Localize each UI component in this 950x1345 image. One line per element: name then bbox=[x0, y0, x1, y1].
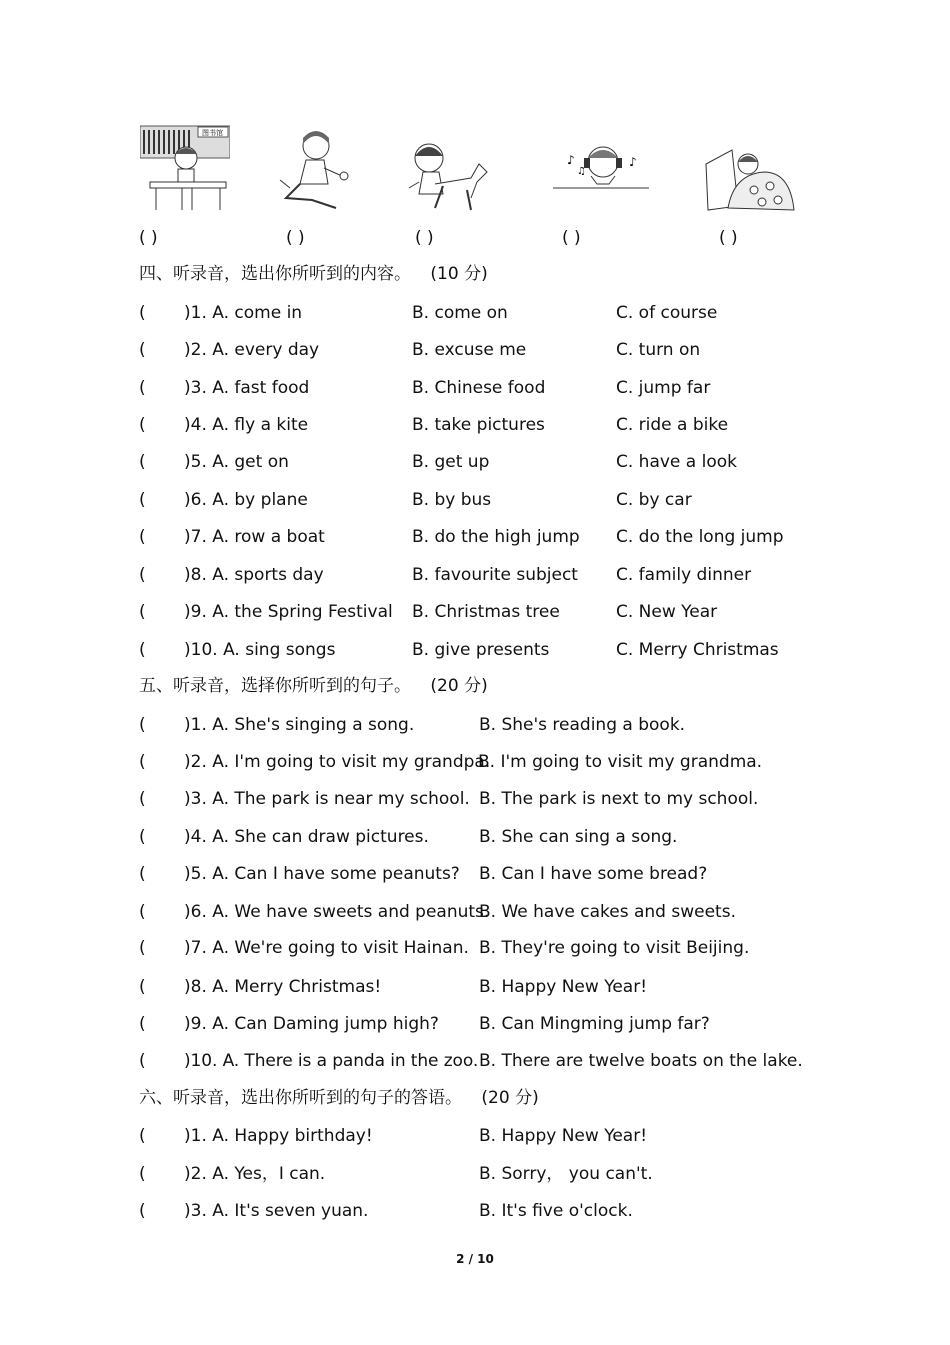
option-b: B. Sorry， you can't. bbox=[479, 1164, 653, 1184]
boy-on-toy-horse-picture bbox=[405, 138, 491, 214]
library-sign-text: 图书馆 bbox=[202, 129, 223, 137]
option-b: B. get up bbox=[412, 452, 490, 472]
option-b: B. give presents bbox=[412, 640, 550, 660]
section-heading-text: 四、听录音，选出你所听到的内容。 bbox=[139, 264, 411, 284]
option-c: C. have a look bbox=[616, 452, 737, 472]
answer-paren[interactable]: ( bbox=[139, 789, 146, 809]
answer-blank[interactable]: ( ) bbox=[415, 228, 434, 248]
option-b: B. do the high jump bbox=[412, 527, 580, 547]
answer-paren[interactable]: ( bbox=[139, 938, 146, 958]
option-c: C. family dinner bbox=[616, 565, 752, 585]
answer-paren[interactable]: ( bbox=[139, 490, 146, 510]
girl-sitting-picture bbox=[276, 128, 352, 214]
answer-paren[interactable]: ( bbox=[139, 752, 146, 772]
answer-paren[interactable]: ( bbox=[139, 378, 146, 398]
option-a: )1. A. come in bbox=[184, 303, 303, 323]
section-heading-text: 五、听录音，选择你所听到的句子。 bbox=[139, 676, 411, 696]
option-b: B. We have cakes and sweets. bbox=[479, 902, 736, 922]
option-b: B. Christmas tree bbox=[412, 602, 560, 622]
option-a: )6. A. We have sweets and peanuts. bbox=[184, 902, 490, 922]
option-c: C. by car bbox=[616, 490, 692, 510]
answer-paren[interactable]: ( bbox=[139, 1201, 146, 1221]
answer-blank[interactable]: ( ) bbox=[562, 228, 581, 248]
option-a: )2. A. Yes，I can. bbox=[184, 1164, 326, 1184]
option-a: )1. A. She's singing a song. bbox=[184, 715, 415, 735]
page-number: 2 / 10 bbox=[456, 1252, 494, 1266]
option-a: )7. A. We're going to visit Hainan. bbox=[184, 938, 469, 958]
child-in-bed-picture bbox=[704, 146, 796, 214]
answer-paren[interactable]: ( bbox=[139, 340, 146, 360]
option-c: C. New Year bbox=[616, 602, 718, 622]
option-a: )9. A. the Spring Festival bbox=[184, 602, 393, 622]
option-b: B. I'm going to visit my grandma. bbox=[478, 752, 763, 772]
option-a: )1. A. Happy birthday! bbox=[184, 1126, 373, 1146]
svg-text:♪: ♪ bbox=[567, 153, 575, 167]
option-a: )8. A. sports day bbox=[184, 565, 324, 585]
section-score: (10 分) bbox=[430, 264, 488, 284]
svg-text:♫: ♫ bbox=[577, 166, 586, 177]
option-a: )6. A. by plane bbox=[184, 490, 308, 510]
section-4-heading bbox=[139, 264, 488, 284]
option-a: )3. A. fast food bbox=[184, 378, 310, 398]
option-b: B. favourite subject bbox=[412, 565, 578, 585]
answer-paren[interactable]: ( bbox=[139, 527, 146, 547]
option-b: B. Can I have some bread? bbox=[479, 864, 708, 884]
option-b: B. Can Mingming jump far? bbox=[479, 1014, 710, 1034]
answer-paren[interactable]: ( bbox=[139, 1164, 146, 1184]
option-b: B. They're going to visit Beijing. bbox=[479, 938, 750, 958]
option-a: )5. A. get on bbox=[184, 452, 289, 472]
option-c: C. do the long jump bbox=[616, 527, 784, 547]
answer-paren[interactable]: ( bbox=[139, 827, 146, 847]
option-c: C. ride a bike bbox=[616, 415, 729, 435]
option-b: B. by bus bbox=[412, 490, 492, 510]
section-6-heading bbox=[139, 1088, 539, 1108]
option-a: )10. A. sing songs bbox=[184, 640, 336, 660]
answer-paren[interactable]: ( bbox=[139, 640, 146, 660]
answer-paren[interactable]: ( bbox=[139, 303, 146, 323]
answer-paren[interactable]: ( bbox=[139, 715, 146, 735]
option-b: B. Happy New Year! bbox=[479, 1126, 648, 1146]
option-b: B. come on bbox=[412, 303, 508, 323]
library-boy-picture bbox=[140, 124, 230, 214]
option-b: B. It's five o'clock. bbox=[479, 1201, 633, 1221]
answer-paren[interactable]: ( bbox=[139, 977, 146, 997]
answer-paren[interactable]: ( bbox=[139, 864, 146, 884]
option-a: )7. A. row a boat bbox=[184, 527, 325, 547]
answer-paren[interactable]: ( bbox=[139, 1051, 146, 1071]
answer-paren[interactable]: ( bbox=[139, 1014, 146, 1034]
option-b: B. excuse me bbox=[412, 340, 527, 360]
option-a: )3. A. The park is near my school. bbox=[184, 789, 470, 809]
option-b: B. There are twelve boats on the lake. bbox=[479, 1051, 803, 1071]
option-a: )9. A. Can Daming jump high? bbox=[184, 1014, 439, 1034]
answer-paren[interactable]: ( bbox=[139, 452, 146, 472]
option-b: B. The park is next to my school. bbox=[479, 789, 759, 809]
section-score: (20 分) bbox=[481, 1088, 539, 1108]
option-b: B. Happy New Year! bbox=[479, 977, 648, 997]
answer-paren[interactable]: ( bbox=[139, 415, 146, 435]
option-b: B. Chinese food bbox=[412, 378, 546, 398]
option-b: B. She can sing a song. bbox=[479, 827, 678, 847]
option-c: C. Merry Christmas bbox=[616, 640, 779, 660]
answer-paren[interactable]: ( bbox=[139, 902, 146, 922]
answer-paren[interactable]: ( bbox=[139, 565, 146, 585]
answer-blank[interactable]: ( ) bbox=[719, 228, 738, 248]
answer-blank[interactable]: ( ) bbox=[286, 228, 305, 248]
option-c: C. turn on bbox=[616, 340, 701, 360]
option-a: )8. A. Merry Christmas! bbox=[184, 977, 382, 997]
option-b: B. take pictures bbox=[412, 415, 545, 435]
option-a: )2. A. every day bbox=[184, 340, 320, 360]
answer-blank[interactable]: ( ) bbox=[139, 228, 158, 248]
option-c: C. jump far bbox=[616, 378, 711, 398]
option-b: B. She's reading a book. bbox=[479, 715, 686, 735]
section-5-heading bbox=[139, 676, 488, 696]
girl-listening-music-picture bbox=[553, 140, 651, 196]
answer-paren[interactable]: ( bbox=[139, 602, 146, 622]
svg-text:♪: ♪ bbox=[629, 155, 637, 169]
option-a: )2. A. I'm going to visit my grandpa. bbox=[184, 752, 491, 772]
option-a: )4. A. fly a kite bbox=[184, 415, 309, 435]
section-score: (20 分) bbox=[430, 676, 488, 696]
option-a: )3. A. It's seven yuan. bbox=[184, 1201, 369, 1221]
answer-paren[interactable]: ( bbox=[139, 1126, 146, 1146]
option-c: C. of course bbox=[616, 303, 718, 323]
option-a: )5. A. Can I have some peanuts? bbox=[184, 864, 460, 884]
option-a: )10. A. There is a panda in the zoo. bbox=[184, 1051, 479, 1071]
section-heading-text: 六、听录音，选出你所听到的句子的答语。 bbox=[139, 1088, 462, 1108]
option-a: )4. A. She can draw pictures. bbox=[184, 827, 429, 847]
